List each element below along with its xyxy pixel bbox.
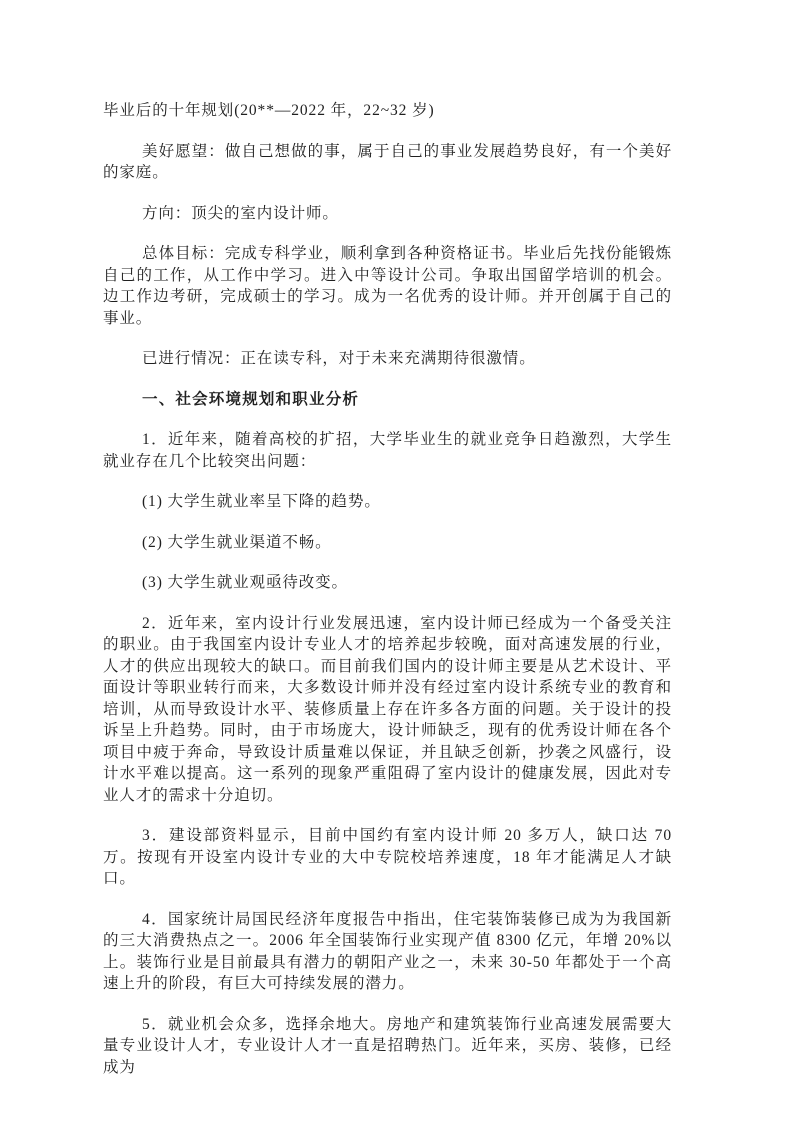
list-item-2: (2) 大学生就业渠道不畅。: [142, 533, 332, 551]
paragraph-point-5: 5．就业机会众多，选择余地大。房地产和建筑装饰行业高速发展需要大量专业设计人才，专业设计人才一直是招聘热门。近年来，买房、装修，已经成为: [103, 1015, 672, 1076]
paragraph-point-3: 3．建设部资料显示，目前中国约有室内设计师 20 多万人，缺口达 70 万。按现有开设室内设计专业的大中专院校培养速度，18 年才能满足人才缺口。: [103, 827, 672, 887]
section1-heading: 一、社会环境规划和职业分析: [142, 390, 360, 408]
document-title: 毕业后的十年规划(20**—2022 年，22~32 岁): [103, 102, 435, 119]
paragraph-point-1: 1．近年来，随着高校的扩招，大学毕业生的就业竞争日趋激烈，大学生就业存在几个比较突出问题：: [103, 431, 672, 470]
paragraph-point-2: 2．近年来，室内设计行业发展迅速，室内设计师已经成为一个备受关注的职业。由于我国室内设计专业人才的培养起步较晚，面对高速发展的行业，人才的供应出现较大的缺口。而目前我们国内的设计师主要是从艺术设计、平面设计等职业转行而来，大多数设计师并没有经过室内设计系统专业的教育和培训，从而导致设计水平、装修质量上存在许多各方面的问题。关于设计的投诉呈上升趋势。同时，由于市场庞大，设计师缺乏，现有的优秀设计师在各个项目中疲于奔命，导致设计质量难以保证，并且缺乏创新，抄袭之风盛行，设计水平难以提高。这一系列的现象严重阻碍了室内设计的健康发展，因此对专业人才的需求十分迫切。: [103, 614, 672, 804]
paragraph-progress-status: 已进行情况：正在读专科，对于未来充满期待很激情。: [142, 350, 536, 367]
paragraph-wish: 美好愿望：做自己想做的事，属于自己的事业发展趋势良好，有一个美好的家庭。: [103, 142, 672, 181]
paragraph-overall-goal: 总体目标：完成专科学业，顺利拿到各种资格证书。毕业后先找份能锻炼自己的工作，从工作中学习。进入中等设计公司。争取出国留学培训的机会。边工作边考研，完成硕士的学习。成为一名优秀的设计师。并开创属于自己的事业。: [103, 245, 672, 327]
paragraph-point-4: 4．国家统计局国民经济年度报告中指出，住宅装饰装修已成为为我国新的三大消费热点之一。2006 年全国装饰行业实现产值 8300 亿元，年增 20%以上。装饰行业是目前最具有潜力的朝阳产业之一，未来 30-50 年都处于一个高速上升的阶段，有巨大可持续发展的潜力。: [103, 910, 672, 992]
paragraph-direction: 方向：顶尖的室内设计师。: [142, 204, 339, 222]
list-item-3: (3) 大学生就业观亟待改变。: [142, 574, 348, 591]
list-item-1: (1) 大学生就业率呈下降的趋势。: [142, 493, 381, 510]
